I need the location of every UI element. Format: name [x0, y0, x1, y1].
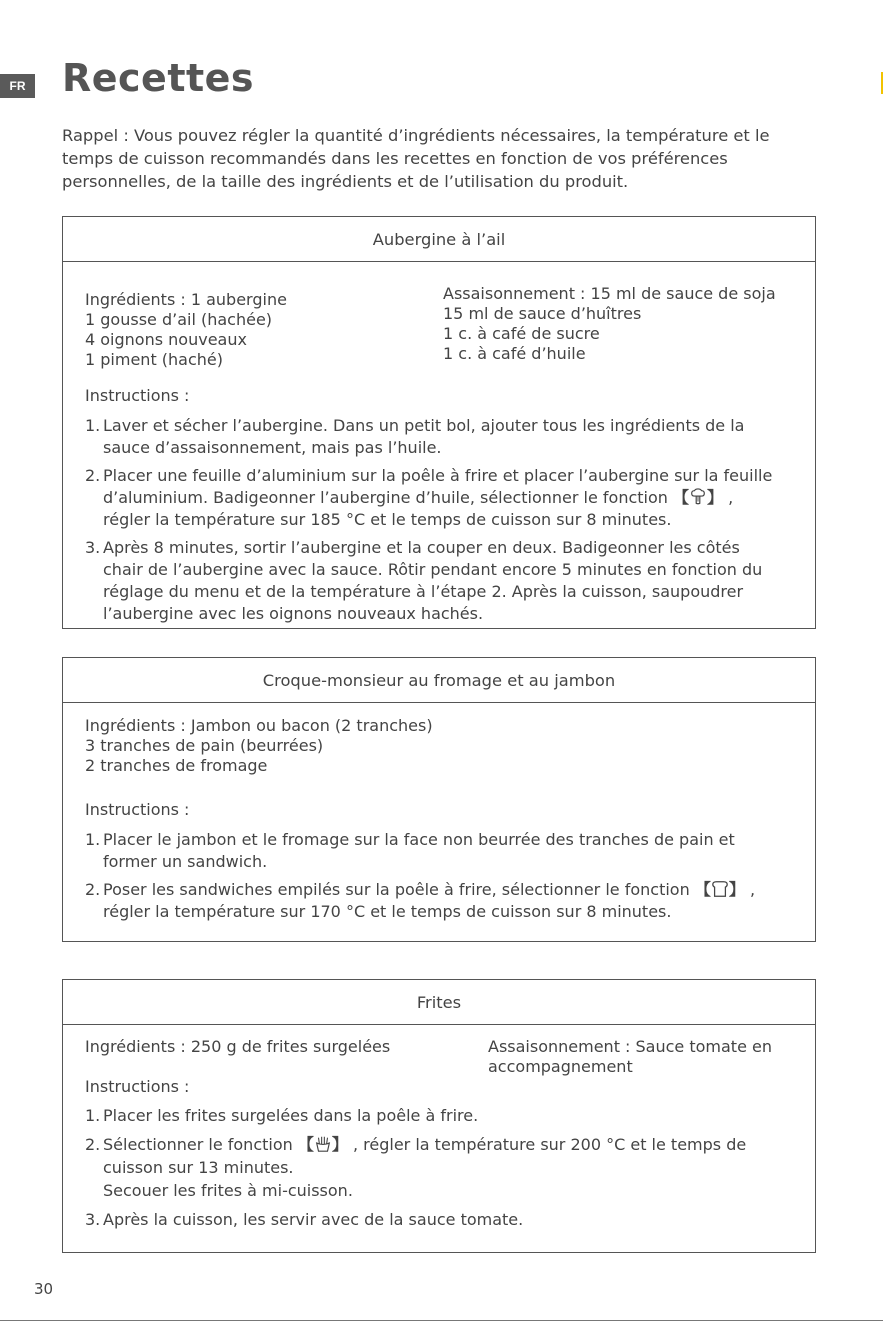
step-line: l’aubergine avec les oignons nouveaux hachés.	[103, 604, 484, 623]
step-item	[85, 537, 810, 625]
recipe-title: Croque-monsieur au fromage et au jambon	[63, 658, 815, 703]
seasoning-line: 15 ml de sauce d’huîtres	[443, 304, 642, 323]
step-line: cuisson sur 13 minutes.	[103, 1158, 294, 1177]
page-number: 30	[34, 1280, 54, 1298]
seasoning-line: 1 c. à café de sucre	[443, 324, 600, 343]
bracket-close: 】	[331, 1135, 348, 1154]
step-item	[85, 415, 810, 459]
comma: ,	[749, 880, 756, 899]
seasoning-list	[488, 1037, 772, 1077]
step-number: 3.	[85, 538, 101, 557]
steps-list	[85, 1104, 810, 1231]
ingredient-line: Ingrédients : 250 g de frites surgelées	[85, 1037, 391, 1056]
seasoning-line: Assaisonnement : 15 ml de sauce de soja	[443, 284, 776, 303]
comma: ,	[728, 488, 734, 507]
step-number: 3.	[85, 1210, 101, 1229]
broccoli-icon	[689, 488, 707, 506]
seasoning-list	[443, 284, 776, 364]
step-text: , régler la température sur 200 °C et le temps de	[352, 1135, 747, 1154]
step-line: régler la température sur 170 °C et le temps de cuisson sur 8 minutes.	[103, 902, 672, 921]
step-line-with-icon	[103, 1133, 810, 1156]
recipe-title: Frites	[63, 980, 815, 1025]
step-item	[85, 879, 810, 923]
step-text: Sélectionner le fonction	[103, 1135, 293, 1154]
step-line-with-icon	[103, 487, 810, 509]
step-text: Poser les sandwiches empilés sur la poêle à frire, sélectionner le fonction	[103, 880, 690, 899]
step-line: réglage du menu et de la température à l’étape 2. Après la cuisson, saupoudrer	[103, 582, 744, 601]
step-line: Après 8 minutes, sortir l’aubergine et la couper en deux. Badigeonner les côtés	[103, 538, 740, 557]
step-line: Placer les frites surgelées dans la poêle à frire.	[103, 1106, 479, 1125]
ingredients-list	[85, 716, 433, 776]
step-item	[85, 1104, 810, 1127]
ingredient-line: Ingrédients : 1 aubergine	[85, 290, 287, 309]
step-number: 1.	[85, 830, 101, 849]
seasoning-line: accompagnement	[488, 1057, 633, 1076]
step-text: d’aluminium. Badigeonner l’aubergine d’huile, sélectionner le fonction	[103, 488, 668, 507]
step-line: Secouer les frites à mi-cuisson.	[103, 1181, 353, 1200]
bracket-close: 】	[728, 880, 745, 899]
recipe-card-croque-monsieur	[62, 657, 816, 942]
step-line: sauce d’assaisonnement, mais pas l’huile.	[103, 438, 442, 457]
bottom-rule	[0, 1320, 883, 1321]
step-item	[85, 829, 810, 873]
seasoning-line: 1 c. à café d’huile	[443, 344, 586, 363]
step-line: chair de l’aubergine avec la sauce. Rôtir pendant encore 5 minutes en fonction du	[103, 560, 763, 579]
fries-icon	[314, 1135, 332, 1153]
instructions-label: Instructions :	[85, 800, 190, 819]
ingredient-line: Ingrédients : Jambon ou bacon (2 tranches)	[85, 716, 433, 735]
instructions-label: Instructions :	[85, 1077, 190, 1096]
recipe-card-frites	[62, 979, 816, 1253]
ingredient-line: 3 tranches de pain (beurrées)	[85, 736, 324, 755]
toast-icon	[711, 880, 729, 898]
step-number: 2.	[85, 466, 101, 485]
step-number: 1.	[85, 416, 101, 435]
ingredient-line: 1 piment (haché)	[85, 350, 224, 369]
seasoning-line: Assaisonnement : Sauce tomate en	[488, 1037, 772, 1056]
step-line-with-icon	[103, 879, 810, 901]
step-line: Placer le jambon et le fromage sur la face non beurrée des tranches de pain et	[103, 830, 735, 849]
instructions-label: Instructions :	[85, 386, 190, 405]
ingredient-line: 4 oignons nouveaux	[85, 330, 247, 349]
step-line: Placer une feuille d’aluminium sur la poêle à frire et placer l’aubergine sur la feuille	[103, 466, 773, 485]
page-title: Recettes	[62, 56, 255, 100]
steps-list	[85, 415, 810, 625]
ingredient-line: 1 gousse d’ail (hachée)	[85, 310, 273, 329]
step-line: régler la température sur 185 °C et le temps de cuisson sur 8 minutes.	[103, 510, 672, 529]
step-number: 2.	[85, 1135, 101, 1154]
bracket-open: 【	[297, 1135, 314, 1154]
step-item	[85, 465, 810, 531]
bracket-open: 【	[673, 488, 690, 507]
recipe-title: Aubergine à l’ail	[63, 217, 815, 262]
step-item	[85, 1208, 810, 1231]
bracket-close: 】	[707, 488, 724, 507]
ingredients-list	[85, 1037, 390, 1057]
language-tab: FR	[0, 74, 35, 98]
recipe-card-aubergine	[62, 216, 816, 629]
step-line: Après la cuisson, les servir avec de la sauce tomate.	[103, 1210, 524, 1229]
step-line: Laver et sécher l’aubergine. Dans un petit bol, ajouter tous les ingrédients de la	[103, 416, 745, 435]
intro-text: Rappel : Vous pouvez régler la quantité d’ingrédients nécessaires, la température et le temps de cuisson recommandés dans les recettes en fonction de vos préférences personnelles, de la taille des ingrédients et de l’utilisation du produit.	[62, 126, 770, 191]
steps-list	[85, 829, 810, 923]
ingredients-list	[85, 290, 287, 370]
step-number: 2.	[85, 880, 101, 899]
step-number: 1.	[85, 1106, 101, 1125]
ingredient-line: 2 tranches de fromage	[85, 756, 268, 775]
bracket-open: 【	[694, 880, 711, 899]
step-item	[85, 1133, 810, 1202]
step-line: former un sandwich.	[103, 852, 268, 871]
